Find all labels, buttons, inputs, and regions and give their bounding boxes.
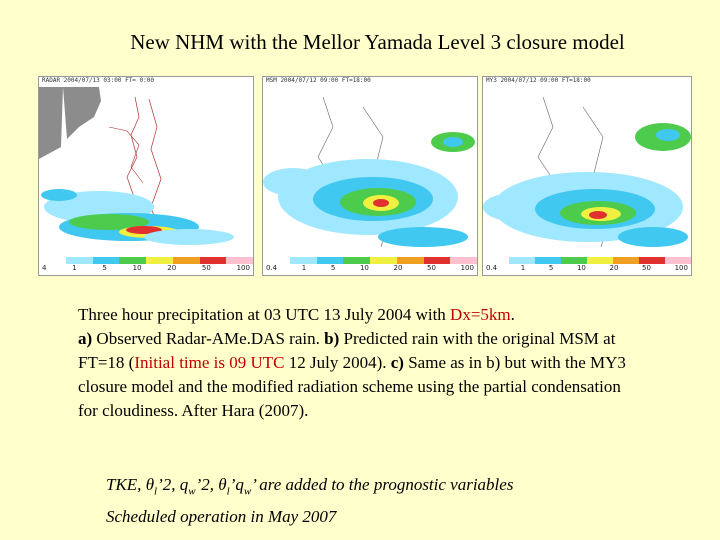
colorbar-label: 50 xyxy=(427,264,436,272)
colorbar-swatch xyxy=(665,257,691,264)
caption-text: 12 July 2004). xyxy=(284,353,391,372)
panel-c-header: MY3 2004/07/12 09:00 FT=18:00 xyxy=(486,77,591,84)
panel-b-msm-map xyxy=(262,76,478,276)
colorbar-label: 0.4 xyxy=(486,264,498,272)
panel-b-colorbar xyxy=(263,257,477,275)
caption-text: Observed Radar-AMe.DAS rain. xyxy=(92,329,325,348)
colorbar-swatch xyxy=(561,257,587,264)
note-text: TKE, xyxy=(106,475,146,494)
colorbar-label: 20 xyxy=(167,264,177,272)
colorbar-swatch xyxy=(613,257,639,264)
caption-text: . xyxy=(510,305,515,324)
colorbar-swatch xyxy=(587,257,613,264)
colorbar-swatch xyxy=(290,257,317,264)
caption-text: Predicted rain with the original MSM at FT=18 ( xyxy=(78,329,616,372)
note-text: ’ are added to the prognostic variables xyxy=(251,475,514,494)
colorbar-label: 20 xyxy=(393,264,403,272)
panel-b-map xyxy=(263,87,477,257)
panel-a-radar-map xyxy=(38,76,254,276)
panel-a-header: RADAR 2004/07/13 03:00 FT= 0:00 xyxy=(42,77,154,84)
note-schedule: Scheduled operation in May 2007 xyxy=(106,507,337,527)
colorbar-swatch xyxy=(317,257,344,264)
colorbar-swatch xyxy=(66,257,93,264)
colorbar-swatch xyxy=(343,257,370,264)
note-text: , q xyxy=(171,475,189,494)
colorbar-label: 10 xyxy=(576,264,586,272)
colorbar-label: 50 xyxy=(201,264,211,272)
caption-text: Three hour precipitation at 03 UTC 13 July 2004 with xyxy=(78,305,451,324)
colorbar-swatch xyxy=(509,257,535,264)
colorbar-label: 0.4 xyxy=(266,264,278,272)
colorbar-swatch xyxy=(226,257,253,264)
colorbar-label: 10 xyxy=(359,264,369,272)
colorbar-swatch xyxy=(39,257,66,264)
note-subscript: w xyxy=(188,485,196,498)
slide-title: New NHM with the Mellor Yamada Level 3 closure model xyxy=(130,30,625,54)
prognostic-note xyxy=(106,472,666,529)
note-text: ’2 xyxy=(195,475,210,494)
colorbar-swatch xyxy=(200,257,227,264)
colorbar-label: 1 xyxy=(520,264,526,272)
caption-label-c: c) xyxy=(390,353,404,372)
panel-a-colorbar xyxy=(39,257,253,275)
note-subscript: l xyxy=(154,485,158,498)
colorbar-label: 1 xyxy=(72,264,77,272)
panel-c-my3-map xyxy=(482,76,692,276)
colorbar-label: 5 xyxy=(330,264,336,272)
colorbar-swatch xyxy=(173,257,200,264)
panel-c-map xyxy=(483,87,691,257)
panel-c-colorbar xyxy=(483,257,691,275)
panel-b-header: MSM 2004/07/12 09:00 FT=18:00 xyxy=(266,77,371,84)
colorbar-swatch xyxy=(450,257,477,264)
panel-a-map xyxy=(39,87,253,257)
caption-text: Same as in b) but with the MY3 closure model and the modified radiation scheme using the partial condensation for cloudiness. After Hara (2007). xyxy=(78,353,626,420)
colorbar-swatch xyxy=(483,257,509,264)
colorbar-label: 4 xyxy=(42,264,47,272)
colorbar-swatch xyxy=(146,257,173,264)
figure-caption xyxy=(78,303,638,423)
colorbar-swatch xyxy=(370,257,397,264)
colorbar-label: 100 xyxy=(460,264,474,272)
colorbar-swatch xyxy=(424,257,451,264)
note-symbol: θ xyxy=(218,475,227,494)
colorbar-swatch xyxy=(263,257,290,264)
caption-highlight: Dx=5km xyxy=(450,305,511,324)
colorbar-swatch xyxy=(397,257,424,264)
caption-label-b: b) xyxy=(324,329,340,348)
note-text: ’q xyxy=(229,475,244,494)
note-subscript: l xyxy=(226,485,230,498)
colorbar-label: 5 xyxy=(102,264,107,272)
note-subscript: w xyxy=(243,485,252,498)
note-text: ’2 xyxy=(157,475,172,494)
colorbar-swatch xyxy=(93,257,120,264)
colorbar-swatch xyxy=(639,257,665,264)
colorbar-label: 100 xyxy=(674,264,688,272)
colorbar-label: 10 xyxy=(132,264,142,272)
colorbar-swatch xyxy=(119,257,146,264)
colorbar-label: 5 xyxy=(548,264,554,272)
colorbar-label: 1 xyxy=(301,264,307,272)
colorbar-label: 100 xyxy=(236,264,250,272)
colorbar-label: 20 xyxy=(609,264,619,272)
colorbar-label: 50 xyxy=(642,264,651,272)
caption-label-a: a) xyxy=(78,329,93,348)
note-symbol: θ xyxy=(145,475,155,494)
colorbar-swatch xyxy=(535,257,561,264)
note-text: , xyxy=(209,475,219,494)
caption-highlight: Initial time is 09 UTC xyxy=(134,353,285,372)
